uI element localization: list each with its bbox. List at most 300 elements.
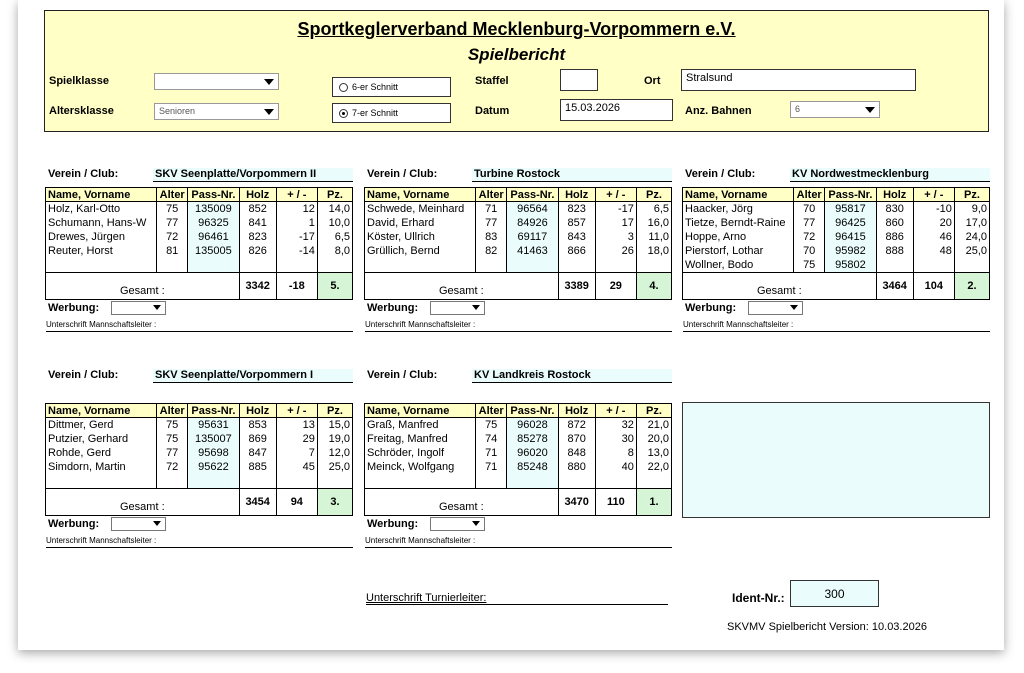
mannschaftsleiter-signature[interactable]: Unterschrift Mannschaftsleiter :: [365, 320, 672, 332]
total-row: [683, 273, 990, 300]
player-pz: 14,0: [317, 202, 352, 217]
chevron-down-icon: [790, 305, 798, 310]
col-header-holz: Holz: [239, 188, 276, 202]
total-holz: 3470: [558, 489, 595, 516]
player-alter: 77: [157, 446, 188, 460]
player-pz: [636, 258, 671, 273]
player-pz: 12,0: [317, 446, 352, 460]
player-pass[interactable]: 95802: [825, 258, 877, 273]
chevron-down-icon: [264, 109, 274, 115]
report-header: [44, 10, 989, 132]
werbung-label: Werbung:: [367, 302, 419, 314]
col-header-plusminus: + / -: [276, 404, 317, 418]
player-holz[interactable]: 823: [239, 230, 276, 244]
player-alter: 74: [476, 432, 507, 446]
player-plusminus: [276, 474, 317, 489]
table-row: [683, 230, 990, 244]
player-name[interactable]: Simdorn, Martin: [46, 460, 157, 474]
player-name[interactable]: David, Erhard: [365, 216, 476, 230]
player-name[interactable]: Hoppe, Arno: [683, 230, 794, 244]
player-alter: [157, 474, 188, 489]
total-plusminus: -18: [276, 273, 317, 300]
player-plusminus: [595, 258, 636, 273]
table-row: [365, 230, 672, 244]
empty-team-slot: [682, 402, 990, 518]
werbung-select[interactable]: [430, 517, 485, 531]
player-alter: 70: [794, 244, 825, 258]
player-alter: 75: [157, 432, 188, 446]
player-name[interactable]: [365, 474, 476, 489]
radio-6er-label: 6-er Schnitt: [352, 82, 399, 92]
table-row: [46, 230, 353, 244]
table-row: [365, 418, 672, 433]
player-pass[interactable]: 95622: [188, 460, 240, 474]
spielklasse-label: Spielklasse: [49, 75, 109, 87]
player-plusminus: -10: [913, 202, 954, 217]
table-header-row: [683, 188, 990, 202]
ort-label: Ort: [644, 75, 661, 87]
player-pass[interactable]: 85248: [507, 460, 559, 474]
player-pass[interactable]: 135005: [188, 244, 240, 258]
altersklasse-value: Senioren: [159, 106, 196, 116]
total-plusminus: 94: [276, 489, 317, 516]
player-name[interactable]: Putzier, Gerhard: [46, 432, 157, 446]
player-holz[interactable]: 866: [558, 244, 595, 258]
player-name[interactable]: [46, 474, 157, 489]
chevron-down-icon: [472, 521, 480, 526]
player-pass[interactable]: 135007: [188, 432, 240, 446]
player-pass[interactable]: 96325: [188, 216, 240, 230]
table-row: [683, 216, 990, 230]
player-pass[interactable]: [188, 474, 240, 489]
table-row: [365, 432, 672, 446]
gesamt-label: Gesamt :: [46, 273, 240, 300]
player-pz: 24,0: [954, 230, 989, 244]
col-header-plusminus: + / -: [595, 404, 636, 418]
player-name[interactable]: Freitag, Manfred: [365, 432, 476, 446]
table-header-row: [365, 404, 672, 418]
player-plusminus: [595, 474, 636, 489]
mannschaftsleiter-signature[interactable]: Unterschrift Mannschaftsleiter :: [46, 320, 353, 332]
col-header-alter: Alter: [794, 188, 825, 202]
col-header-pass: Pass-Nr.: [825, 188, 877, 202]
player-alter: 72: [157, 460, 188, 474]
player-name[interactable]: Haacker, Jörg: [683, 202, 794, 217]
player-holz[interactable]: 841: [239, 216, 276, 230]
player-plusminus: 20: [913, 216, 954, 230]
table-header-row: [365, 188, 672, 202]
player-pass[interactable]: 95982: [825, 244, 877, 258]
radio-7er-indicator: [339, 109, 348, 118]
col-header-holz: Holz: [876, 188, 913, 202]
player-name[interactable]: Dittmer, Gerd: [46, 418, 157, 433]
table-row: [365, 258, 672, 273]
col-header-alter: Alter: [157, 188, 188, 202]
player-alter: 82: [476, 244, 507, 258]
player-name[interactable]: Grüllich, Bernd: [365, 244, 476, 258]
player-holz[interactable]: 872: [558, 418, 595, 433]
player-holz[interactable]: 888: [876, 244, 913, 258]
player-pass[interactable]: 95698: [188, 446, 240, 460]
player-pass[interactable]: [507, 474, 559, 489]
player-alter: 71: [476, 202, 507, 217]
club-label: Verein / Club:: [48, 369, 119, 381]
player-pass[interactable]: 96425: [825, 216, 877, 230]
player-plusminus: -17: [276, 230, 317, 244]
table-row: [365, 446, 672, 460]
player-name[interactable]: Schwede, Meinhard: [365, 202, 476, 217]
col-header-alter: Alter: [157, 404, 188, 418]
total-row: [46, 273, 353, 300]
club-name[interactable]: KV Nordwestmecklenburg: [790, 168, 990, 182]
player-pz: 21,0: [636, 418, 671, 433]
total-holz: 3464: [876, 273, 913, 300]
player-alter: 77: [157, 216, 188, 230]
player-plusminus: 1: [276, 216, 317, 230]
player-plusminus: 13: [276, 418, 317, 433]
total-holz: 3389: [558, 273, 595, 300]
table-row: [683, 258, 990, 273]
gesamt-label: Gesamt :: [46, 489, 240, 516]
radio-6er-indicator: [339, 83, 348, 92]
col-header-holz: Holz: [558, 404, 595, 418]
org-title: Sportkeglerverband Mecklenburg-Vorpommern e.V.: [297, 19, 736, 39]
player-plusminus: 29: [276, 432, 317, 446]
total-plusminus: 29: [595, 273, 636, 300]
player-plusminus: 40: [595, 460, 636, 474]
version-text: SKVMV Spielbericht Version: 10.03.2026: [727, 621, 927, 633]
gesamt-label: Gesamt :: [683, 273, 877, 300]
player-holz[interactable]: [876, 258, 913, 273]
player-holz[interactable]: [558, 258, 595, 273]
player-pass[interactable]: 96415: [825, 230, 877, 244]
club-name[interactable]: KV Landkreis Rostock: [472, 369, 672, 383]
player-alter: 81: [157, 244, 188, 258]
total-row: [365, 273, 672, 300]
team-table: [364, 187, 672, 300]
total-row: [46, 489, 353, 516]
player-name[interactable]: Tietze, Berndt-Raine: [683, 216, 794, 230]
col-header-alter: Alter: [476, 404, 507, 418]
werbung-select[interactable]: [430, 301, 485, 315]
club-name[interactable]: SKV Seenplatte/Vorpommern I: [153, 369, 353, 383]
col-header-name: Name, Vorname: [365, 404, 476, 418]
werbung-select[interactable]: [111, 301, 166, 315]
club-label: Verein / Club:: [685, 168, 756, 180]
col-header-pass: Pass-Nr.: [507, 188, 559, 202]
datum-input[interactable]: 15.03.2026: [560, 99, 673, 121]
col-header-pz: Pz.: [954, 188, 989, 202]
player-name[interactable]: Reuter, Horst: [46, 244, 157, 258]
player-pz: 8,0: [317, 244, 352, 258]
player-pass[interactable]: 85278: [507, 432, 559, 446]
team-rank: 3.: [317, 489, 352, 516]
player-pz: [317, 258, 352, 273]
werbung-label: Werbung:: [48, 518, 100, 530]
club-label: Verein / Club:: [367, 369, 438, 381]
turnierleiter-signature[interactable]: Unterschrift Turnierleiter:: [366, 592, 668, 605]
player-pass[interactable]: 96020: [507, 446, 559, 460]
table-row: [365, 474, 672, 489]
player-pass[interactable]: [507, 258, 559, 273]
player-pz: [954, 258, 989, 273]
player-name[interactable]: Schumann, Hans-W: [46, 216, 157, 230]
player-name[interactable]: Wollner, Bodo: [683, 258, 794, 273]
player-alter: 83: [476, 230, 507, 244]
player-alter: [476, 474, 507, 489]
player-pass[interactable]: 96564: [507, 202, 559, 217]
player-pz: 17,0: [954, 216, 989, 230]
table-row: [46, 244, 353, 258]
team-table: [364, 403, 672, 516]
player-pass[interactable]: 95631: [188, 418, 240, 433]
player-plusminus: -14: [276, 244, 317, 258]
gesamt-label: Gesamt :: [365, 273, 559, 300]
player-pz: 6,5: [636, 202, 671, 217]
altersklasse-label: Altersklasse: [49, 105, 114, 117]
player-holz[interactable]: 830: [876, 202, 913, 217]
total-row: [365, 489, 672, 516]
total-holz: 3342: [239, 273, 276, 300]
player-holz[interactable]: 870: [558, 432, 595, 446]
player-holz[interactable]: 869: [239, 432, 276, 446]
player-holz[interactable]: [239, 258, 276, 273]
player-holz[interactable]: 857: [558, 216, 595, 230]
chevron-down-icon: [264, 79, 274, 85]
col-header-plusminus: + / -: [276, 188, 317, 202]
col-header-name: Name, Vorname: [46, 188, 157, 202]
player-name[interactable]: Drewes, Jürgen: [46, 230, 157, 244]
player-pz: 25,0: [317, 460, 352, 474]
player-holz[interactable]: 847: [239, 446, 276, 460]
mannschaftsleiter-signature[interactable]: Unterschrift Mannschaftsleiter :: [683, 320, 990, 332]
club-label: Verein / Club:: [48, 168, 119, 180]
table-row: [683, 202, 990, 217]
player-pz: 9,0: [954, 202, 989, 217]
team-table: [682, 187, 990, 300]
col-header-pz: Pz.: [636, 404, 671, 418]
team-table: [45, 403, 353, 516]
radio-7er-label: 7-er Schnitt: [352, 108, 399, 118]
player-pz: 20,0: [636, 432, 671, 446]
werbung-select[interactable]: [748, 301, 803, 315]
player-alter: 77: [794, 216, 825, 230]
col-header-pz: Pz.: [636, 188, 671, 202]
player-alter: 72: [794, 230, 825, 244]
player-holz[interactable]: 848: [558, 446, 595, 460]
player-name[interactable]: Rohde, Gerd: [46, 446, 157, 460]
player-plusminus: [913, 258, 954, 273]
player-pz: 10,0: [317, 216, 352, 230]
club-label: Verein / Club:: [367, 168, 438, 180]
werbung-label: Werbung:: [685, 302, 737, 314]
player-holz[interactable]: 823: [558, 202, 595, 217]
radio-7er-schnitt[interactable]: [332, 103, 451, 123]
col-header-name: Name, Vorname: [683, 188, 794, 202]
player-plusminus: 8: [595, 446, 636, 460]
player-alter: [157, 258, 188, 273]
ort-input[interactable]: Stralsund: [681, 69, 916, 91]
player-alter: 75: [476, 418, 507, 433]
col-header-alter: Alter: [476, 188, 507, 202]
col-header-holz: Holz: [558, 188, 595, 202]
col-header-pz: Pz.: [317, 188, 352, 202]
player-plusminus: 3: [595, 230, 636, 244]
col-header-pass: Pass-Nr.: [507, 404, 559, 418]
table-row: [46, 216, 353, 230]
player-name[interactable]: Pierstorf, Lothar: [683, 244, 794, 258]
table-row: [46, 432, 353, 446]
player-pass[interactable]: 96461: [188, 230, 240, 244]
player-plusminus: 17: [595, 216, 636, 230]
total-plusminus: 110: [595, 489, 636, 516]
chevron-down-icon: [153, 305, 161, 310]
ident-label: Ident-Nr.:: [732, 591, 785, 605]
player-name[interactable]: Holz, Karl-Otto: [46, 202, 157, 217]
player-plusminus: [276, 258, 317, 273]
club-name[interactable]: Turbine Rostock: [472, 168, 672, 182]
player-alter: 70: [794, 202, 825, 217]
player-pz: 19,0: [317, 432, 352, 446]
col-header-name: Name, Vorname: [46, 404, 157, 418]
player-plusminus: 32: [595, 418, 636, 433]
player-name[interactable]: Schröder, Ingolf: [365, 446, 476, 460]
player-pass[interactable]: [188, 258, 240, 273]
player-pass[interactable]: 95817: [825, 202, 877, 217]
player-pass[interactable]: 69117: [507, 230, 559, 244]
table-row: [46, 474, 353, 489]
player-pz: [317, 474, 352, 489]
team-rank: 4.: [636, 273, 671, 300]
player-pz: 18,0: [636, 244, 671, 258]
col-header-plusminus: + / -: [595, 188, 636, 202]
bahnen-value: 6: [795, 104, 801, 114]
bahnen-label: Anz. Bahnen: [685, 105, 752, 117]
table-row: [46, 202, 353, 217]
player-holz[interactable]: 860: [876, 216, 913, 230]
total-plusminus: 104: [913, 273, 954, 300]
player-plusminus: 26: [595, 244, 636, 258]
datum-label: Datum: [475, 105, 510, 117]
table-header-row: [46, 404, 353, 418]
gesamt-label: Gesamt :: [365, 489, 559, 516]
table-row: [46, 418, 353, 433]
report-title: Spielbericht: [467, 45, 566, 64]
player-name[interactable]: Köster, Ullrich: [365, 230, 476, 244]
player-alter: 75: [157, 418, 188, 433]
table-row: [365, 216, 672, 230]
player-alter: 75: [157, 202, 188, 217]
player-alter: [476, 258, 507, 273]
player-alter: 72: [157, 230, 188, 244]
player-pass[interactable]: 41463: [507, 244, 559, 258]
player-pass[interactable]: 84926: [507, 216, 559, 230]
club-name[interactable]: SKV Seenplatte/Vorpommern II: [153, 168, 353, 182]
table-header-row: [46, 188, 353, 202]
chevron-down-icon: [865, 107, 875, 113]
player-pz: 13,0: [636, 446, 671, 460]
table-row: [365, 244, 672, 258]
player-holz[interactable]: 886: [876, 230, 913, 244]
player-pz: 22,0: [636, 460, 671, 474]
player-plusminus: 30: [595, 432, 636, 446]
player-pz: 6,5: [317, 230, 352, 244]
werbung-label: Werbung:: [367, 518, 419, 530]
mannschaftsleiter-signature[interactable]: Unterschrift Mannschaftsleiter :: [365, 536, 672, 548]
table-row: [365, 460, 672, 474]
player-name[interactable]: [46, 258, 157, 273]
player-name[interactable]: Graß, Manfred: [365, 418, 476, 433]
werbung-label: Werbung:: [48, 302, 100, 314]
player-holz[interactable]: 843: [558, 230, 595, 244]
player-pz: 15,0: [317, 418, 352, 433]
player-pz: 25,0: [954, 244, 989, 258]
player-plusminus: 12: [276, 202, 317, 217]
player-holz[interactable]: 826: [239, 244, 276, 258]
player-plusminus: 45: [276, 460, 317, 474]
table-row: [46, 460, 353, 474]
bahnen-select[interactable]: [790, 101, 880, 118]
chevron-down-icon: [153, 521, 161, 526]
team-rank: 5.: [317, 273, 352, 300]
player-holz[interactable]: 852: [239, 202, 276, 217]
radio-6er-schnitt[interactable]: [332, 77, 451, 97]
col-header-pz: Pz.: [317, 404, 352, 418]
player-pz: 16,0: [636, 216, 671, 230]
chevron-down-icon: [472, 305, 480, 310]
player-plusminus: -17: [595, 202, 636, 217]
player-holz[interactable]: 853: [239, 418, 276, 433]
player-name[interactable]: Meinck, Wolfgang: [365, 460, 476, 474]
total-holz: 3454: [239, 489, 276, 516]
spielklasse-select[interactable]: [154, 73, 279, 90]
player-name[interactable]: [365, 258, 476, 273]
player-pz: 11,0: [636, 230, 671, 244]
col-header-name: Name, Vorname: [365, 188, 476, 202]
player-pass[interactable]: 135009: [188, 202, 240, 217]
player-pass[interactable]: 96028: [507, 418, 559, 433]
player-holz[interactable]: 885: [239, 460, 276, 474]
col-header-holz: Holz: [239, 404, 276, 418]
player-plusminus: 48: [913, 244, 954, 258]
player-holz[interactable]: [239, 474, 276, 489]
staffel-input[interactable]: [560, 69, 598, 91]
player-holz[interactable]: 880: [558, 460, 595, 474]
team-rank: 2.: [954, 273, 989, 300]
player-alter: 77: [476, 216, 507, 230]
col-header-plusminus: + / -: [913, 188, 954, 202]
player-alter: 71: [476, 446, 507, 460]
col-header-pass: Pass-Nr.: [188, 188, 240, 202]
col-header-pass: Pass-Nr.: [188, 404, 240, 418]
werbung-select[interactable]: [111, 517, 166, 531]
player-plusminus: 46: [913, 230, 954, 244]
team-table: [45, 187, 353, 300]
team-rank: 1.: [636, 489, 671, 516]
mannschaftsleiter-signature[interactable]: Unterschrift Mannschaftsleiter :: [46, 536, 353, 548]
table-row: [683, 244, 990, 258]
player-pz: [636, 474, 671, 489]
player-alter: 75: [794, 258, 825, 273]
staffel-label: Staffel: [475, 75, 509, 87]
player-holz[interactable]: [558, 474, 595, 489]
table-row: [46, 258, 353, 273]
player-plusminus: 7: [276, 446, 317, 460]
player-alter: 71: [476, 460, 507, 474]
altersklasse-select[interactable]: [154, 103, 279, 120]
table-row: [46, 446, 353, 460]
ident-input[interactable]: 300: [790, 580, 879, 607]
